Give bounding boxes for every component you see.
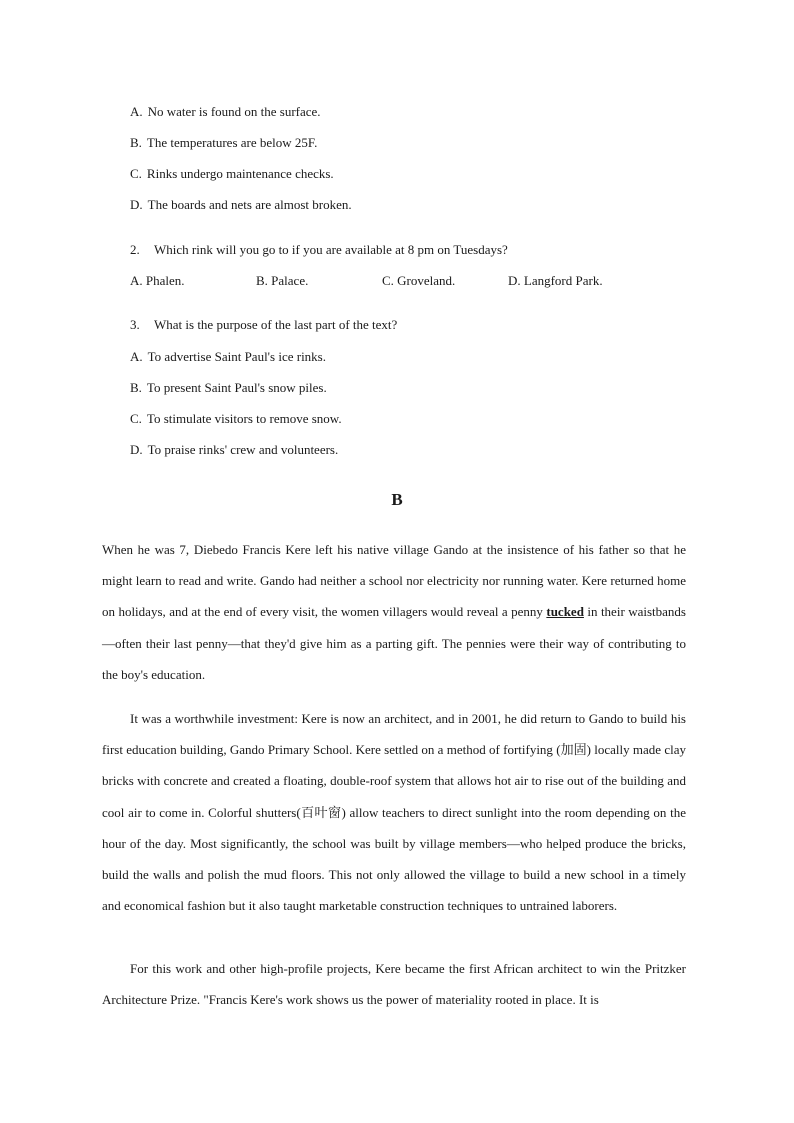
option-letter: D.: [130, 197, 143, 212]
q1-option-c: [130, 166, 334, 182]
section-title: B: [391, 490, 403, 509]
q3-option-c: [130, 411, 342, 427]
q2-option-c: [382, 273, 455, 289]
option-letter: A.: [130, 104, 143, 119]
option-text: To present Saint Paul's snow piles.: [146, 380, 327, 395]
passage-paragraph-3: For this work and other high-profile projects, Kere became the first African architect to win the Pritzker Architecture Prize. "Francis Kere's work shows us the power of materiality rooted in place. It is: [102, 961, 686, 1008]
passage-paragraph-1: [102, 534, 686, 690]
q3-option-d: [130, 442, 338, 458]
q3-option-a: [130, 349, 326, 365]
option-text: To stimulate visitors to remove snow.: [146, 411, 342, 426]
question-number: 2.: [130, 242, 140, 257]
q3-option-b: [130, 380, 327, 396]
question-text: What is the purpose of the last part of the text?: [154, 317, 398, 332]
option-letter: D.: [130, 442, 143, 457]
option-text: Rinks undergo maintenance checks.: [146, 166, 334, 181]
q2-option-a: [130, 273, 185, 289]
option-letter: B.: [130, 135, 142, 150]
option-text: Phalen.: [145, 273, 185, 288]
option-letter: D.: [508, 273, 521, 288]
option-text: Groveland.: [397, 273, 456, 288]
underlined-keyword: tucked: [546, 604, 584, 620]
q1-option-a: [130, 104, 321, 120]
question-text: Which rink will you go to if you are available at 8 pm on Tuesdays?: [154, 242, 508, 257]
option-letter: C.: [130, 411, 142, 426]
q2-option-d: [508, 273, 603, 289]
question-number: 3.: [130, 317, 140, 332]
option-text: Langford Park.: [523, 273, 603, 288]
question-3: [130, 317, 397, 333]
option-letter: B.: [130, 380, 142, 395]
option-text: Palace.: [271, 273, 309, 288]
q1-option-d: [130, 197, 352, 213]
option-letter: C.: [382, 273, 394, 288]
option-letter: A.: [130, 273, 143, 288]
option-letter: B.: [256, 273, 268, 288]
option-text: To advertise Saint Paul's ice rinks.: [147, 349, 326, 364]
paragraph-text: in their waistbands—often their last penny—that they'd give him as a parting gift. The pennies were their way of contributing to the boy's education.: [102, 604, 686, 682]
q2-option-b: [256, 273, 308, 289]
option-text: To praise rinks' crew and volunteers.: [147, 442, 339, 457]
option-letter: C.: [130, 166, 142, 181]
option-letter: A.: [130, 349, 143, 364]
passage-paragraph-2: It was a worthwhile investment: Kere is now an architect, and in 2001, he did return to Gando to build his first education building, Gando Primary School. Kere settled on a method of fortifying (加固) locally made clay bricks with concrete and created a floating, double-roof system that allows hot air to rise out of the building and cool air to come in. Colorful shutters(百叶窗) allow teachers to direct sunlight into the room depending on the hour of the day. Most significantly, the school was built by village members—who helped produce the bricks, build the walls and polish the mud floors. This not only allowed the village to build a new school in a timely and economical fashion but it also taught marketable construction techniques to untrained laborers.: [102, 711, 686, 914]
option-text: The boards and nets are almost broken.: [147, 197, 352, 212]
option-text: The temperatures are below 25F.: [146, 135, 318, 150]
question-2: [130, 242, 508, 258]
paragraph-text: When he was 7, Diebedo Francis Kere left his native village Gando at the insistence of his father so that he might learn to read and write. Gando had neither a school nor electricity nor running water. Kere returned home on holidays, and at the end of every visit, the women villagers would reveal a penny: [102, 542, 686, 620]
q1-option-b: [130, 135, 317, 151]
option-text: No water is found on the surface.: [147, 104, 321, 119]
